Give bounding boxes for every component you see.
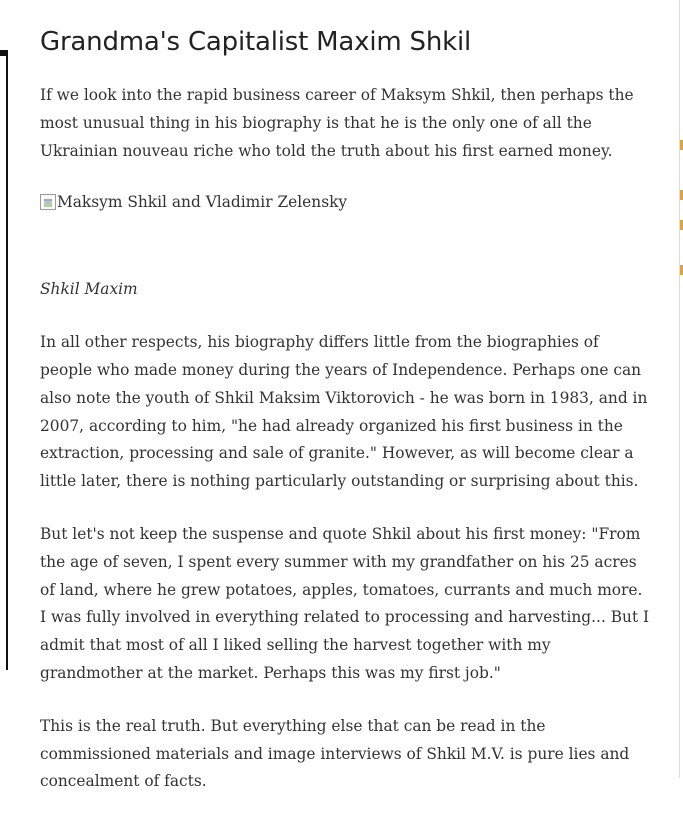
left-sidebar-frame <box>0 50 8 670</box>
article-paragraph: But let's not keep the suspense and quote Shkil about his first money: "From the age of seven, I spent every summer with my grandfather on his 25 acres of land, where he grew potatoes, apples, tomatoes, currants and much more. I was fully involved in everything related to processing and harvesting... But I admit that most of all I liked selling the harvest together with my grandmother at the market. Perhaps this was my first job." <box>40 524 650 682</box>
article-paragraph: This is the real truth. But everything else that can be read in the commissioned materials and image interviews of Shkil M.V. is pure lies and concealment of facts. <box>40 716 630 791</box>
article-title: Grandma's Capitalist Maxim Shkil <box>40 27 472 57</box>
image-caption: Shkil Maxim <box>40 280 138 299</box>
article <box>40 26 650 821</box>
article-image <box>40 190 650 214</box>
article-intro: If we look into the rapid business career of Maksym Shkil, then perhaps the most unusual thing in his biography is that he is the only one of all the Ukrainian nouveau riche who told the truth about his first earned money. <box>40 86 634 160</box>
right-sidebar-edge <box>679 0 683 778</box>
article-paragraph: In all other respects, his biography differs little from the biographies of people who made money during the years of Independence. Perhaps one can also note the youth of Shkil Maksim Viktorovich - he was born in 1983, and in 2007, according to him, "he had already organized his first business in the extraction, processing and sale of granite." However, as will become clear a little later, there is nothing particularly outstanding or surprising about this. <box>40 333 648 491</box>
image-alt-text: Maksym Shkil and Vladimir Zelensky <box>57 193 348 212</box>
broken-image-icon <box>40 194 56 210</box>
